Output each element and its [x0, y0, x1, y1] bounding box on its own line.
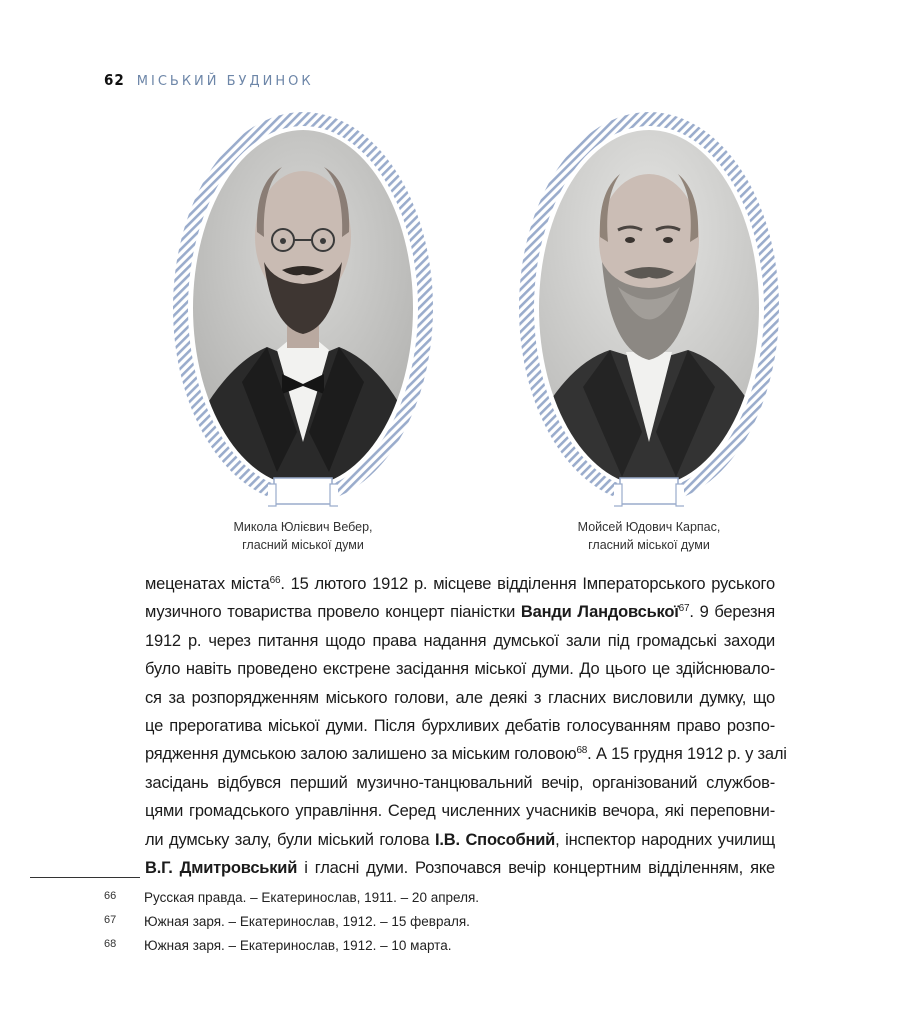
text-run: меценатах міста	[145, 575, 270, 593]
text-run: рядження думською залою залишено за міським головою	[145, 745, 577, 764]
portrait-weber-image	[172, 112, 434, 514]
body-line	[145, 826, 775, 854]
body-line	[145, 570, 775, 598]
text-run: ли думську залу, були міський голова	[145, 830, 435, 849]
portrait-weber	[172, 112, 434, 514]
footnote	[104, 890, 804, 914]
footnote-ref[interactable]: 67	[678, 603, 690, 615]
page-number: 62	[104, 71, 125, 89]
body-line: ся за розпорядженням міського голови, але деякі з гласних висловили думку, що	[145, 688, 775, 707]
footnote-ref[interactable]: 68	[576, 745, 588, 757]
footnotes	[104, 890, 804, 962]
footnote-ref[interactable]: 66	[269, 575, 281, 586]
person-name: І.В. Способний	[434, 830, 556, 849]
body-line	[145, 740, 787, 768]
text-run: . А 15 грудня 1912 р. у залі	[587, 745, 787, 764]
body-text	[145, 570, 787, 882]
text-run: , інспектор народних училищ	[555, 830, 775, 849]
footnote-number: 68	[104, 938, 117, 950]
text-run: музичного товариства провело концерт піаністки	[145, 603, 521, 622]
caption-weber	[173, 518, 433, 554]
footnote-number: 66	[104, 890, 117, 902]
person-name: В.Г. Дмитровський	[145, 859, 298, 878]
body-line: засідань відбувся перший музично-танцювальний вечір, організований службов-	[145, 773, 775, 792]
footnote	[104, 938, 804, 962]
body-line: цями громадського управління. Серед численних учасників вечора, які переповни-	[145, 802, 775, 821]
body-line	[145, 854, 775, 882]
footnote-text: Русская правда. – Екатеринослав, 1911. – 20 апреля.	[144, 890, 480, 905]
text-run: і гласні думи. Розпочався вечір концертним відділенням, яке	[297, 859, 776, 878]
text-run: . 9 березня	[689, 603, 775, 622]
caption-karpas-line1: Мойсей Юдович Карпас,	[577, 520, 721, 534]
footnote-text: Южная заря. – Екатеринослав, 1912. – 15 февраля.	[144, 914, 470, 929]
running-header	[104, 71, 314, 89]
footnote-number: 67	[104, 914, 117, 926]
body-line: 1912 р. через питання щодо права надання думської зали під громадські заходи	[145, 631, 775, 650]
footnote	[104, 914, 804, 938]
body-line	[145, 598, 775, 626]
body-line: це прерогатива міської думи. Після бурхливих дебатів голосуванням право розпо-	[145, 717, 775, 736]
footnote-text: Южная заря. – Екатеринослав, 1912. – 10 марта.	[144, 938, 452, 953]
running-title: МІСЬКИЙ БУДИНОК	[136, 74, 314, 89]
footnote-divider	[30, 877, 140, 878]
caption-weber-line2: гласний міської думи	[242, 538, 364, 552]
portrait-karpas	[518, 112, 780, 514]
body-line: було навіть проведено екстрене засідання міської думи. До цього це здійснювало-	[145, 660, 775, 679]
portrait-karpas-image	[518, 112, 780, 514]
caption-weber-line1: Микола Юлієвич Вебер,	[233, 520, 373, 534]
text-run: . 15 лютого 1912 р. місцеве відділення Імператорського руського	[280, 575, 775, 593]
person-name: Ванди Ландовської	[520, 603, 679, 622]
caption-karpas	[519, 518, 779, 554]
caption-karpas-line2: гласний міської думи	[588, 538, 710, 552]
